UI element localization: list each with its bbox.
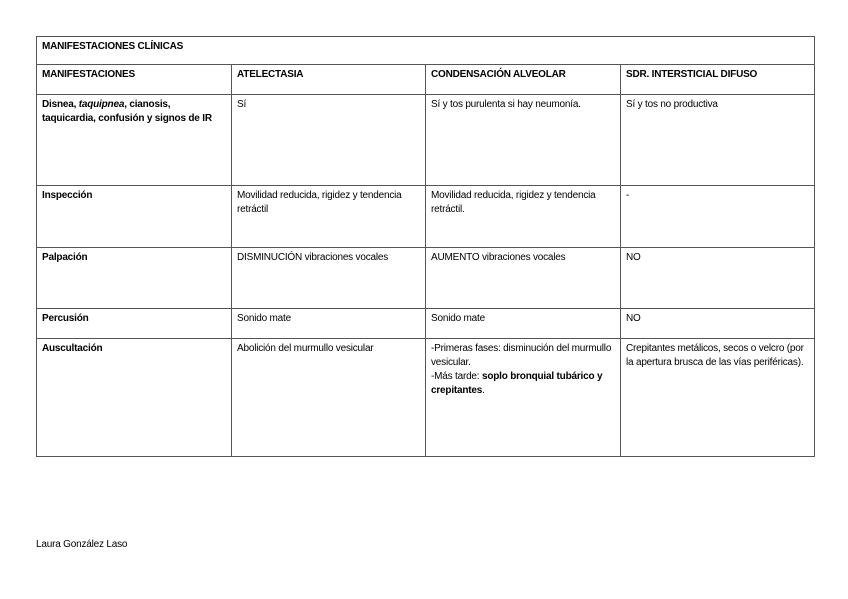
cell-inspeccion-atelectasia: Movilidad reducida, rigidez y tendencia retráctil <box>232 186 426 248</box>
row-label-disnea-taquipnea: taquipnea <box>78 99 125 110</box>
cell-inspeccion-intersticial: - <box>621 186 815 248</box>
cell-auscultacion-intersticial: Crepitantes metálicos, secos o velcro (por la apertura brusca de las vías periféricas). <box>621 339 815 457</box>
row-label-palpacion: Palpación <box>37 248 232 309</box>
cell-disnea-condensacion: Sí y tos purulenta si hay neumonía. <box>426 95 621 186</box>
cell-disnea-intersticial: Sí y tos no productiva <box>621 95 815 186</box>
row-label-disnea-part1: Disnea, <box>42 99 79 110</box>
cell-percusion-intersticial: NO <box>621 309 815 339</box>
header-atelectasia: ATELECTASIA <box>232 65 426 95</box>
row-label-disnea-part3: , cianosis, taquicardia, confusión y signos de IR <box>42 99 212 124</box>
table-title-row <box>37 37 815 65</box>
table-row-auscultacion <box>37 339 815 457</box>
row-label-inspeccion: Inspección <box>37 186 232 248</box>
header-sdr-intersticial-difuso: SDR. INTERSTICIAL DIFUSO <box>621 65 815 95</box>
cell-inspeccion-condensacion: Movilidad reducida, rigidez y tendencia retráctil. <box>426 186 621 248</box>
auscultacion-condensacion-line1: -Primeras fases: disminución del murmullo vesicular. <box>431 343 612 368</box>
row-label-percusion: Percusión <box>37 309 232 339</box>
header-condensacion-alveolar: CONDENSACIÓN ALVEOLAR <box>426 65 621 95</box>
row-label-auscultacion: Auscultación <box>37 339 232 457</box>
cell-palpacion-condensacion: AUMENTO vibraciones vocales <box>426 248 621 309</box>
cell-auscultacion-atelectasia: Abolición del murmullo vesicular <box>232 339 426 457</box>
header-manifestaciones: MANIFESTACIONES <box>37 65 232 95</box>
cell-auscultacion-condensacion <box>426 339 621 457</box>
table-row-palpacion <box>37 248 815 309</box>
auscultacion-condensacion-line2-suffix: . <box>482 385 485 396</box>
table-row-disnea <box>37 95 815 186</box>
cell-percusion-atelectasia: Sonido mate <box>232 309 426 339</box>
auscultacion-condensacion-line2-bold: soplo bronquial tubárico y crepitantes <box>431 371 603 396</box>
table-header-row <box>37 65 815 95</box>
table-row-percusion <box>37 309 815 339</box>
cell-palpacion-intersticial: NO <box>621 248 815 309</box>
cell-disnea-atelectasia: Sí <box>232 95 426 186</box>
auscultacion-condensacion-line2-prefix: -Más tarde: <box>431 371 482 382</box>
auscultacion-condensacion-line2 <box>431 370 615 398</box>
clinical-manifestations-table <box>36 36 815 457</box>
author-name: Laura González Laso <box>36 539 128 550</box>
table-row-inspeccion <box>37 186 815 248</box>
table-title: MANIFESTACIONES CLÍNICAS <box>37 37 815 65</box>
row-label-disnea <box>37 95 232 186</box>
cell-percusion-condensacion: Sonido mate <box>426 309 621 339</box>
cell-palpacion-atelectasia: DISMINUCIÓN vibraciones vocales <box>232 248 426 309</box>
